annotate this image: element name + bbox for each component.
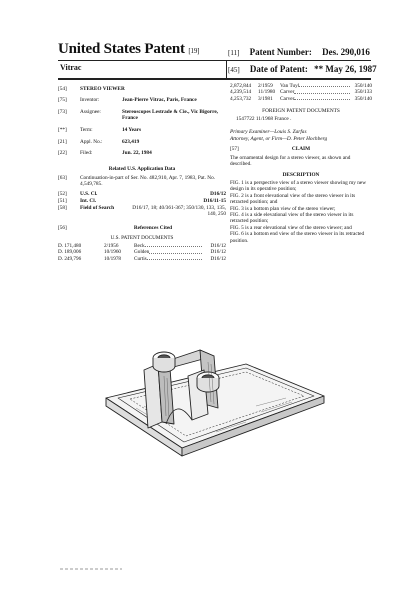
appl-no-value: 623,419 xyxy=(122,139,140,145)
us-class-value: D16/12 xyxy=(210,191,226,197)
left-references-list xyxy=(58,243,226,262)
description-heading: DESCRIPTION xyxy=(282,172,320,178)
claim-code: [57] xyxy=(230,146,239,152)
date-value: May 26, 1987 xyxy=(325,64,377,74)
assignee-value: Stereoscopes Lestrade & Cie., Vic Bigorre, France xyxy=(122,109,219,122)
reference-row: 4,239,514 11/1980 Carver 350/133 xyxy=(230,89,372,96)
reference-row: 4,253,732 3/1981 Carver 350/140 xyxy=(230,95,372,102)
patent-office-title xyxy=(58,41,199,58)
patent-number-line xyxy=(228,47,370,57)
description-line: FIG. 2 is a front elevational view of the stereo viewer in its retracted position; and xyxy=(230,192,356,206)
field-appl-no: [21] Appl. No.: 623,419 xyxy=(58,139,226,146)
title-value: STEREO VIEWER xyxy=(80,86,125,92)
header-inventor-name: Vitrac xyxy=(60,63,82,72)
continuation-text: Continuation-in-part of Ser. No. 482,910, Apr. 7, 1983, Pat. No. 4,549,785. xyxy=(80,175,216,188)
description-line: FIG. 5 is a rear elevational view of the stereo viewer; and xyxy=(230,224,352,231)
field-title: [54] STEREO VIEWER xyxy=(58,86,226,93)
primary-examiner: Primary Examiner—Louis S. Zarfas xyxy=(230,129,307,135)
right-references-list xyxy=(230,83,372,102)
claim-heading-row xyxy=(230,146,372,153)
field-continuation: [63] Continuation-in-part of Ser. No. 482,910, Apr. 7, 1983, Pat. No. 4,549,785. xyxy=(58,175,226,189)
filed-value: Jun. 22, 1984 xyxy=(122,150,152,156)
int-class-value: D16/11-15 xyxy=(203,198,226,204)
description-line: FIG. 6 is a bottom end view of the stereo viewer in its retracted position. xyxy=(230,231,365,244)
references-heading-row: [56] References Cited xyxy=(58,225,226,232)
right-lens-barrel xyxy=(197,378,219,392)
patent-number-label: Patent Number: xyxy=(249,47,312,57)
foreign-documents-heading: FOREIGN PATENT DOCUMENTS xyxy=(262,108,340,114)
related-data-heading: Related U.S. Application Data xyxy=(108,166,176,172)
patent-number-code: [11] xyxy=(228,49,240,57)
field-us-class: [52] U.S. Cl. D16/12 xyxy=(58,191,226,197)
header-rule-bottom xyxy=(58,78,371,80)
references-heading: References Cited xyxy=(133,225,173,231)
header-rule-top xyxy=(58,60,371,61)
title-text: United States Patent xyxy=(58,41,185,57)
inventor-value: Jean-Pierre Vitrac, Paris, France xyxy=(122,97,197,103)
title-code: [19] xyxy=(188,47,200,55)
date-of-patent-line xyxy=(228,64,377,74)
claim-heading: CLAIM xyxy=(291,146,311,152)
description-line: FIG. 1 is a perspective view of a stereo viewer showing my new design in its operative position; xyxy=(230,180,367,193)
stereo-viewer-drawing xyxy=(96,336,328,476)
claim-text: The ornamental design for a stereo viewer, as shown and described. xyxy=(230,155,351,168)
patent-number-value: Des. 290,016 xyxy=(322,47,370,57)
reference-row: 2,872,844 2/1959 Van Tuyl 350/140 xyxy=(230,83,372,89)
scan-smudge xyxy=(60,567,122,571)
field-of-search: [58] Field of Search D16/17, 18; 40/361-367; 350/130, 133, 135, 140, 250 xyxy=(58,205,226,218)
reference-row: D. 171,480 2/1956 Beck D16/12 xyxy=(58,243,226,249)
header-divider xyxy=(226,60,227,78)
attorney-agent: Attorney, Agent, or Firm—D. Peter Hochberg xyxy=(230,136,328,142)
date-code: [45] xyxy=(228,66,240,74)
date-label: Date of Patent: xyxy=(249,64,308,74)
reference-row: D. 249,796 10/1978 Curtis D16/12 xyxy=(58,255,226,262)
foreign-document-row: 1547722 11/1968 France . xyxy=(236,116,292,122)
field-term: [**] Term: 14 Years xyxy=(58,127,226,134)
term-value: 14 Years xyxy=(122,127,142,133)
field-int-class: [51] Int. Cl. D16/11-15 xyxy=(58,198,226,204)
date-marker: ** xyxy=(314,64,324,74)
reference-row: D. 189,006 10/1960 Golden D16/12 xyxy=(58,249,226,256)
field-filed: [22] Filed: Jun. 22, 1984 xyxy=(58,150,226,157)
left-lens-barrel xyxy=(153,358,175,372)
us-patent-documents-heading: U.S. PATENT DOCUMENTS xyxy=(110,235,174,241)
description-line: FIG. 3 is a bottom plan view of the stereo viewer; xyxy=(230,205,336,212)
description-line: FIG. 4 is a side elevational view of the stereo viewer in its retracted position; xyxy=(230,212,354,225)
field-of-search-value: D16/17, 18; 40/361-367; 350/130, 133, 135, 140, 250 xyxy=(132,205,226,218)
field-inventor: [75] Inventor: Jean-Pierre Vitrac, Paris, France xyxy=(58,97,226,104)
description-body xyxy=(230,180,372,244)
field-assignee: [73] Assignee: Stereoscopes Lestrade & Cie., Vic Bigorre, France xyxy=(58,109,226,123)
